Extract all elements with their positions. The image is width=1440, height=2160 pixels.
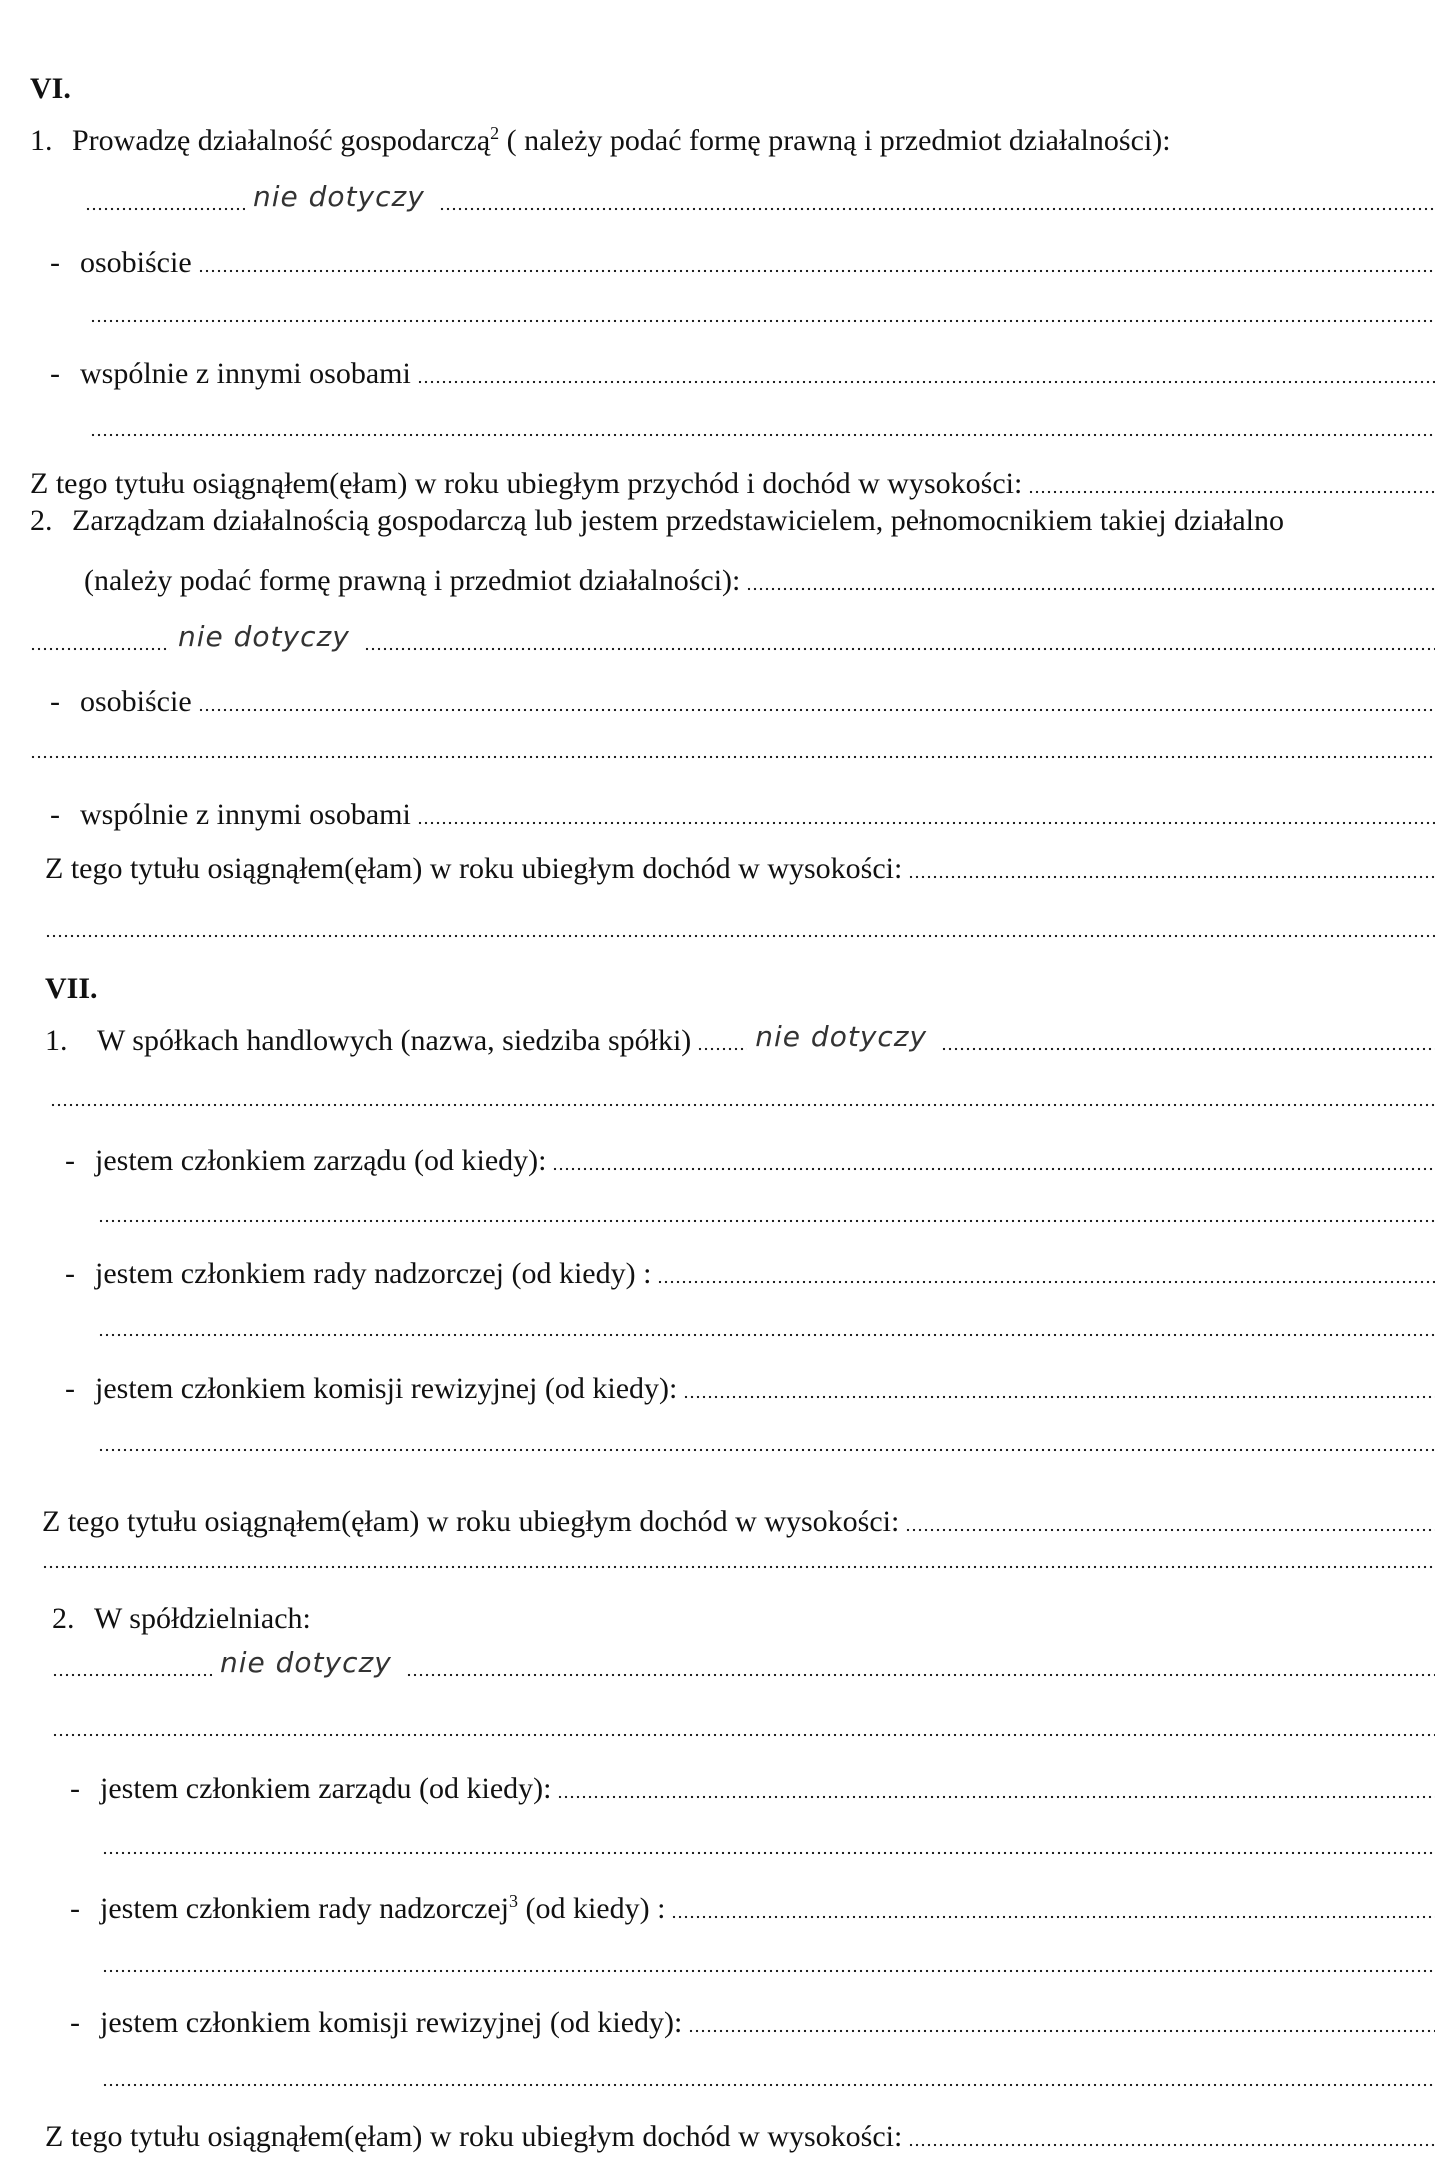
vii-rada2-label-tail: (od kiedy) : bbox=[517, 1892, 666, 1925]
vii-zarzad-continuation[interactable] bbox=[98, 1218, 1435, 1224]
vii-item1-text: W spółkach handlowych (nazwa, siedziba spółki) bbox=[97, 1024, 692, 1057]
dash-mark: - bbox=[50, 357, 60, 390]
vi-item1-line bbox=[30, 122, 1410, 160]
vii-income-line[interactable] bbox=[42, 1503, 1435, 1541]
vi-wspolnie-line[interactable] bbox=[30, 355, 1435, 393]
dash-mark: - bbox=[70, 1772, 80, 1805]
vi-item2-line bbox=[30, 502, 1440, 540]
vii-zarzad2-continuation[interactable] bbox=[102, 1850, 1435, 1856]
vii-item1-line[interactable] bbox=[45, 1022, 1435, 1060]
vi-osobiscie2-label: osobiście bbox=[80, 685, 192, 718]
dash-mark: - bbox=[50, 685, 60, 718]
vii-rada2-label: jestem członkiem rady nadzorczej bbox=[100, 1892, 509, 1925]
vii-item2-handwritten-answer: nie dotyczy bbox=[220, 1646, 392, 1679]
section-vi-heading: VI. bbox=[30, 72, 71, 105]
dash-mark: - bbox=[65, 1257, 75, 1290]
vii-rada-line[interactable] bbox=[45, 1255, 1435, 1293]
vi-item2-answer-line[interactable] bbox=[30, 622, 1435, 660]
vi-item1-number: 1. bbox=[30, 124, 53, 157]
dash-mark: - bbox=[50, 798, 60, 831]
vii-income-continuation[interactable] bbox=[42, 1564, 1435, 1570]
vii-komisja2-continuation[interactable] bbox=[102, 2082, 1435, 2088]
vi-item2-form-line[interactable] bbox=[84, 562, 1435, 600]
vi-osobiscie-continuation[interactable] bbox=[90, 318, 1435, 324]
vii-item2-continuation[interactable] bbox=[52, 1732, 1435, 1738]
dash-mark: - bbox=[65, 1372, 75, 1405]
vii-komisja-continuation[interactable] bbox=[98, 1447, 1435, 1453]
vi-item1-handwritten-answer: nie dotyczy bbox=[253, 180, 425, 213]
dash-mark: - bbox=[50, 246, 60, 279]
vi-wspolnie2-label: wspólnie z innymi osobami bbox=[80, 798, 411, 831]
vi-income2-label: Z tego tytułu osiągnąłem(ęłam) w roku ubiegłym dochód w wysokości: bbox=[45, 852, 903, 885]
vii-income-label: Z tego tytułu osiągnąłem(ęłam) w roku ubiegłym dochód w wysokości: bbox=[42, 1505, 900, 1538]
vii-item2-number: 2. bbox=[52, 1602, 75, 1635]
vii-komisja2-line[interactable] bbox=[50, 2004, 1435, 2042]
vi-wspolnie-label: wspólnie z innymi osobami bbox=[80, 357, 411, 390]
vii-rada2-continuation[interactable] bbox=[102, 1968, 1435, 1974]
section-vii-heading: VII. bbox=[45, 972, 98, 1005]
dash-mark: - bbox=[70, 1892, 80, 1925]
vi-income-line[interactable] bbox=[30, 465, 1435, 503]
vii-item2-line bbox=[52, 1600, 1435, 1638]
vi-item2-handwritten-answer: nie dotyczy bbox=[178, 620, 350, 653]
vi-osobiscie-line[interactable] bbox=[30, 244, 1435, 282]
footnote-2-mark: 2 bbox=[490, 123, 500, 143]
vi-item1-text: Prowadzę działalność gospodarczą bbox=[72, 124, 491, 157]
vii-komisja-label: jestem członkiem komisji rewizyjnej (od kiedy): bbox=[95, 1372, 678, 1405]
dash-mark: - bbox=[65, 1144, 75, 1177]
footnote-3-mark: 3 bbox=[508, 1891, 518, 1911]
vii-zarzad2-line[interactable] bbox=[50, 1770, 1435, 1808]
vii-item1-number: 1. bbox=[45, 1024, 68, 1057]
vi-item1-answer-line[interactable] bbox=[85, 182, 1435, 220]
vii-item1-handwritten-answer: nie dotyczy bbox=[755, 1020, 928, 1053]
vii-rada-label: jestem członkiem rady nadzorczej (od kiedy) : bbox=[95, 1257, 652, 1290]
vii-item2-text: W spółdzielniach: bbox=[94, 1602, 311, 1635]
vii-income2-label: Z tego tytułu osiągnąłem(ęłam) w roku ubiegłym dochód w wysokości: bbox=[45, 2120, 903, 2153]
vi-osobiscie-label: osobiście bbox=[80, 246, 192, 279]
vi-income-label: Z tego tytułu osiągnąłem(ęłam) w roku ubiegłym przychód i dochód w wysokości: bbox=[30, 467, 1023, 500]
vi-item2-text-cont: (należy podać formę prawną i przedmiot działalności): bbox=[84, 564, 741, 597]
vi-wspolnie2-line[interactable] bbox=[30, 796, 1435, 834]
vi-income2-line[interactable] bbox=[45, 850, 1435, 888]
vii-income2-line[interactable] bbox=[45, 2118, 1435, 2156]
vii-komisja-line[interactable] bbox=[45, 1370, 1435, 1408]
vi-item2-number: 2. bbox=[30, 504, 53, 537]
vii-zarzad-label: jestem członkiem zarządu (od kiedy): bbox=[95, 1144, 547, 1177]
vii-zarzad-line[interactable] bbox=[45, 1142, 1435, 1180]
vi-osobiscie2-line[interactable] bbox=[30, 683, 1435, 721]
vi-income2-continuation[interactable] bbox=[45, 933, 1435, 939]
dash-mark: - bbox=[70, 2006, 80, 2039]
vi-osobiscie2-continuation[interactable] bbox=[30, 754, 1435, 760]
vii-item2-answer-line[interactable] bbox=[52, 1648, 1435, 1686]
vii-komisja2-label: jestem członkiem komisji rewizyjnej (od kiedy): bbox=[100, 2006, 683, 2039]
vi-item2-text: Zarządzam działalnością gospodarczą lub jestem przedstawicielem, pełnomocnikiem takiej działalno bbox=[72, 504, 1284, 537]
vii-rada-continuation[interactable] bbox=[98, 1332, 1435, 1338]
vi-wspolnie-continuation[interactable] bbox=[90, 432, 1435, 438]
vii-item1-continuation[interactable] bbox=[50, 1102, 1435, 1108]
vii-rada2-line[interactable] bbox=[50, 1890, 1435, 1928]
vii-zarzad2-label: jestem członkiem zarządu (od kiedy): bbox=[100, 1772, 552, 1805]
vi-item1-text-cont: ( należy podać formę prawną i przedmiot działalności): bbox=[499, 124, 1171, 157]
